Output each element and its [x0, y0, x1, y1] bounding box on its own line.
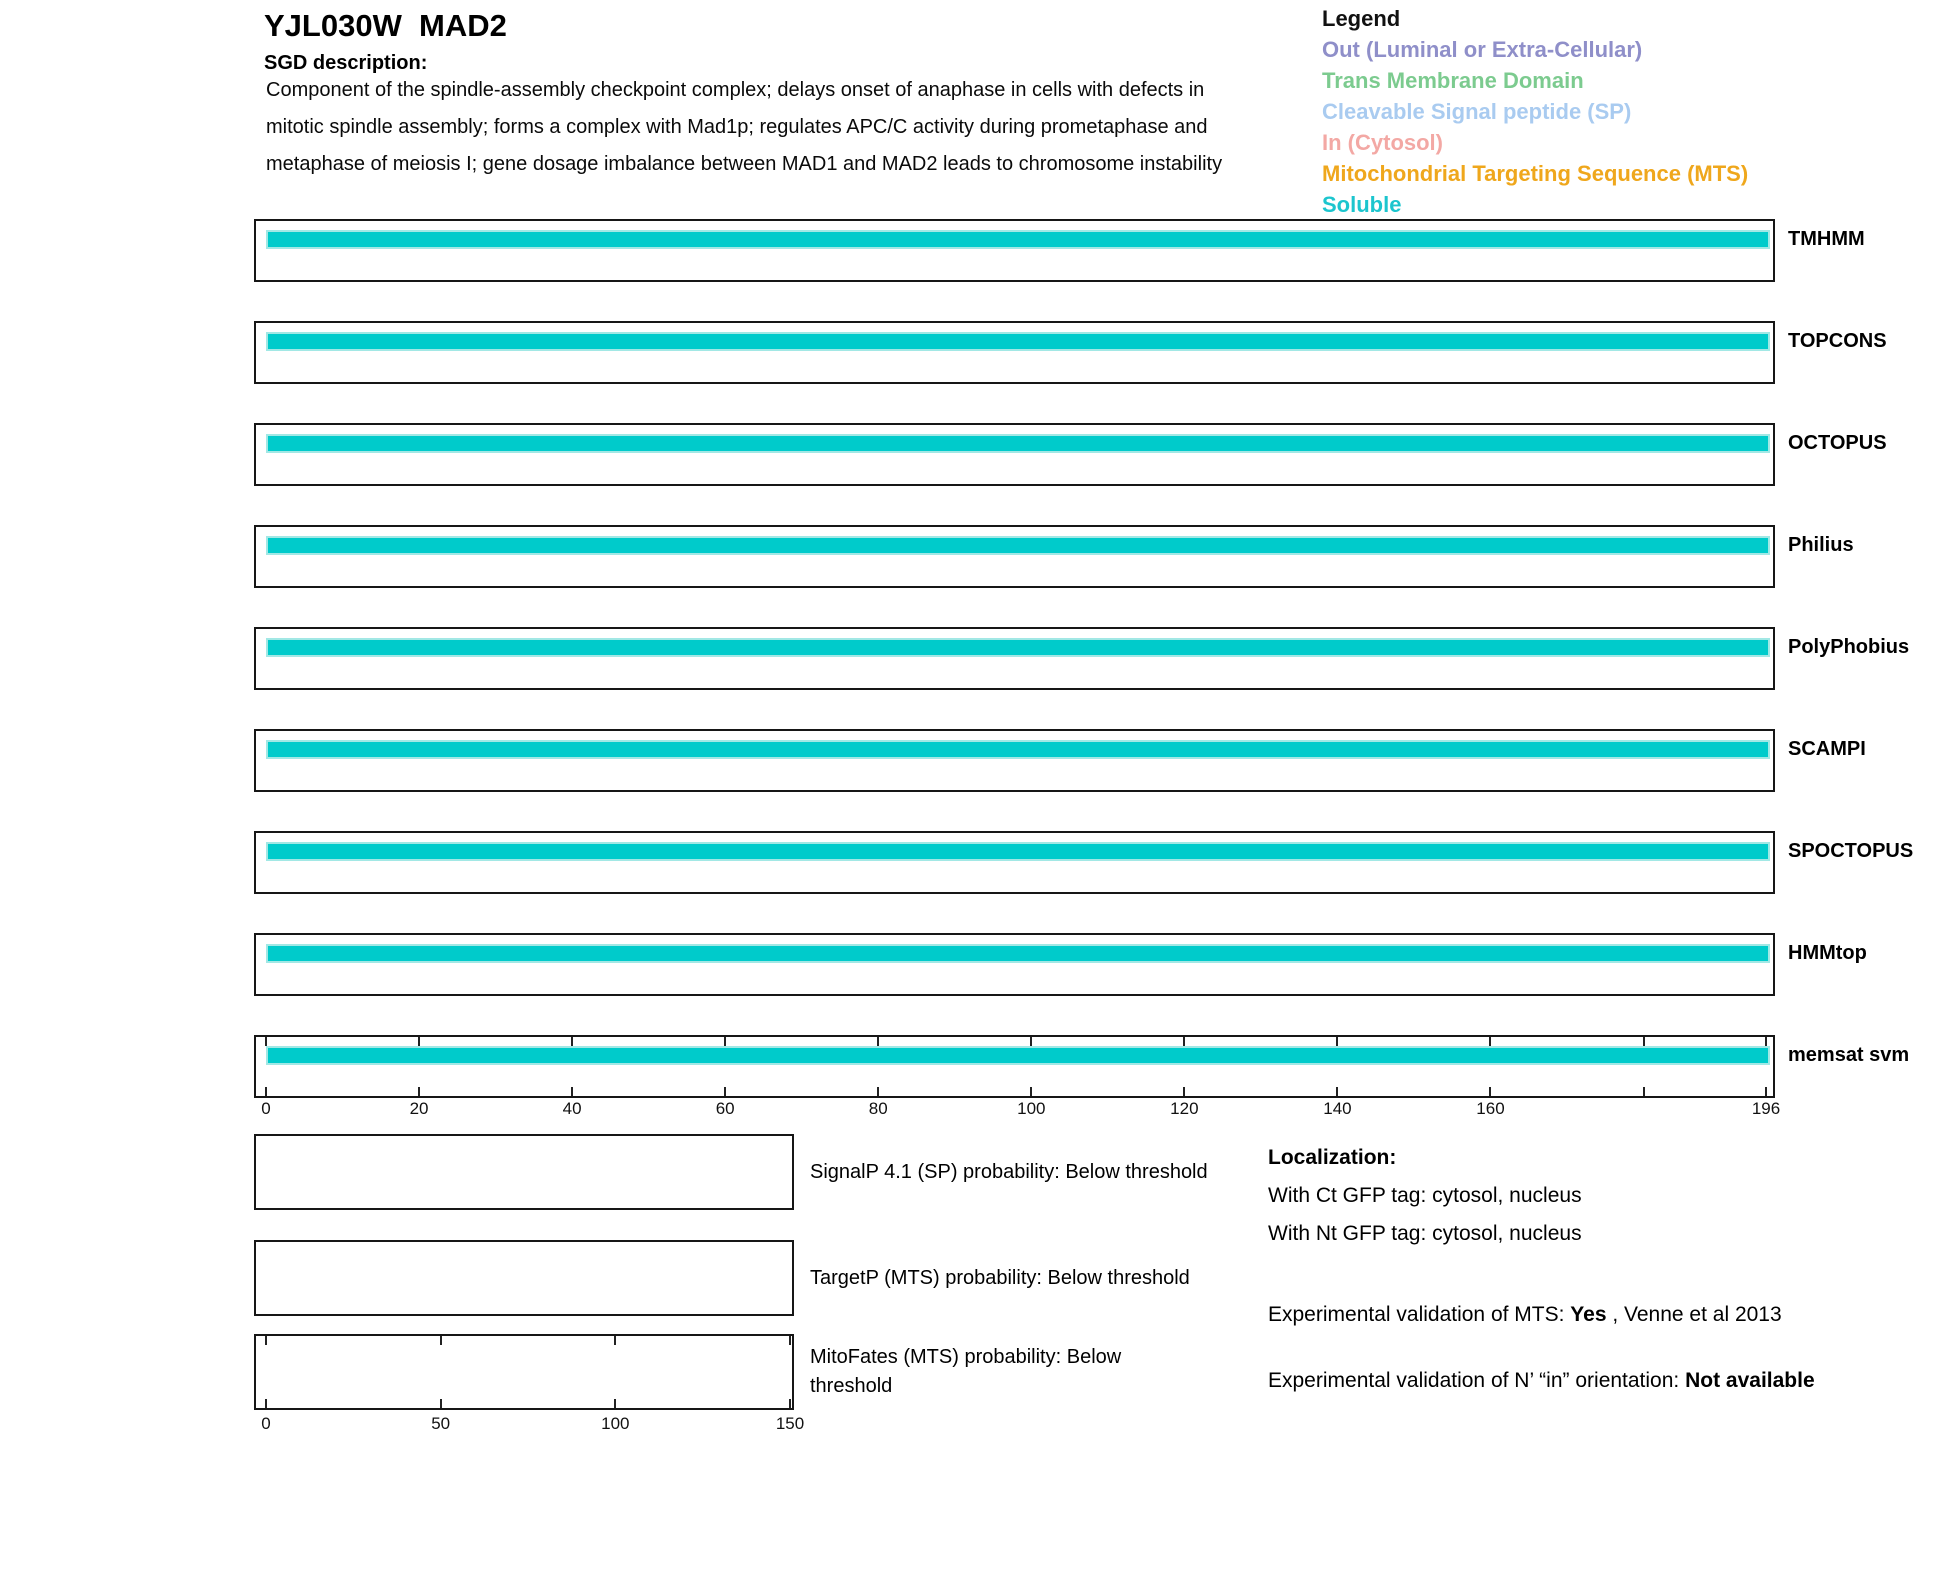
soluble-bar	[266, 434, 1770, 453]
probability-plot-box	[254, 1334, 794, 1410]
legend-title: Legend	[1322, 6, 1401, 31]
orientation-validation	[1268, 1366, 1848, 1396]
localization-ct-gfp: With Ct GFP tag: cytosol, nucleus	[1268, 1184, 1582, 1207]
prob-label	[810, 1134, 1208, 1210]
axis-tick	[1030, 1037, 1032, 1046]
legend-item: Trans Membrane Domain	[1322, 68, 1584, 93]
track-box	[254, 729, 1775, 792]
axis-tick	[265, 1399, 267, 1408]
track-label: TMHMM	[1788, 228, 1865, 250]
page-title: YJL030W MAD2	[264, 8, 507, 43]
axis-tick	[877, 1037, 879, 1046]
track-label: Philius	[1788, 534, 1854, 556]
track-label: memsat svm	[1788, 1044, 1910, 1066]
axis-tick-label: 140	[1323, 1099, 1352, 1118]
axis-tick	[418, 1037, 420, 1046]
axis-tick-label: 60	[715, 1099, 735, 1118]
track-box	[254, 423, 1775, 486]
axis-tick-label: 20	[409, 1099, 429, 1118]
axis-tick	[724, 1087, 726, 1096]
axis-tick	[1489, 1087, 1491, 1096]
track-label: SCAMPI	[1788, 738, 1866, 760]
prob-label-line: TargetP (MTS) probability: Below threshold	[810, 1266, 1190, 1289]
track-box	[254, 933, 1775, 996]
legend-item: In (Cytosol)	[1322, 130, 1443, 155]
axis-tick-label: 0	[261, 1414, 271, 1433]
track-label: TOPCONS	[1788, 330, 1887, 352]
localization-title: Localization:	[1268, 1146, 1397, 1169]
axis-tick-label: 0	[261, 1099, 271, 1118]
axis-tick	[789, 1336, 791, 1345]
soluble-bar	[266, 638, 1770, 657]
mts-validation	[1268, 1303, 1782, 1327]
sgd-description-line: metaphase of meiosis I; gene dosage imbalance between MAD1 and MAD2 leads to chromosome instability	[266, 153, 1223, 175]
axis-tick	[571, 1087, 573, 1096]
axis-tick-label: 40	[562, 1099, 582, 1118]
sgd-description-heading: SGD description:	[264, 52, 428, 74]
soluble-bar	[266, 536, 1770, 555]
track-box	[254, 321, 1775, 384]
soluble-bar	[266, 944, 1770, 963]
mts-validation-value: Yes	[1570, 1303, 1607, 1326]
axis-tick-label: 160	[1476, 1099, 1505, 1118]
probability-plot-box	[254, 1240, 794, 1316]
axis-tick	[1183, 1037, 1185, 1046]
track-box	[254, 1035, 1775, 1098]
mts-validation-suffix: , Venne et al 2013	[1606, 1303, 1782, 1326]
prob-label-line: MitoFates (MTS) probability: Below	[810, 1346, 1122, 1368]
orientation-validation-value: Not available	[1685, 1369, 1815, 1392]
axis-tick-label: 100	[1017, 1099, 1046, 1118]
track-label: OCTOPUS	[1788, 432, 1887, 454]
prob-label	[810, 1334, 1121, 1410]
track-box	[254, 627, 1775, 690]
legend-item: Mitochondrial Targeting Sequence (MTS)	[1322, 161, 1749, 186]
legend-item: Soluble	[1322, 192, 1402, 217]
axis-tick-label: 196	[1751, 1099, 1781, 1118]
axis-tick	[789, 1399, 791, 1408]
soluble-bar	[266, 740, 1770, 759]
track-label: PolyPhobius	[1788, 636, 1910, 658]
axis-tick-label: 50	[431, 1414, 451, 1433]
mts-validation-prefix: Experimental validation of MTS:	[1268, 1303, 1571, 1326]
track-box	[254, 831, 1775, 894]
axis-tick	[265, 1037, 267, 1046]
axis-tick	[877, 1087, 879, 1096]
axis-tick-label: 120	[1170, 1099, 1199, 1118]
axis-tick-label: 100	[601, 1414, 630, 1433]
axis-tick	[1336, 1087, 1338, 1096]
axis-tick	[265, 1087, 267, 1096]
axis-tick	[1765, 1087, 1767, 1096]
axis-tick	[440, 1399, 442, 1408]
axis-tick	[1489, 1037, 1491, 1046]
track-label: HMMtop	[1788, 942, 1867, 964]
axis-tick	[265, 1336, 267, 1345]
axis-tick-label: 150	[775, 1414, 805, 1433]
orientation-validation-prefix: Experimental validation of N’ “in” orientation:	[1268, 1369, 1686, 1392]
axis-tick	[1765, 1037, 1767, 1046]
axis-tick	[1183, 1087, 1185, 1096]
axis-tick	[1030, 1087, 1032, 1096]
axis-tick	[1643, 1087, 1645, 1096]
axis-tick	[614, 1399, 616, 1408]
probability-plot-box	[254, 1134, 794, 1210]
legend	[1322, 4, 1748, 220]
legend-item: Out (Luminal or Extra-Cellular)	[1322, 37, 1643, 62]
soluble-bar	[266, 230, 1770, 249]
localization-nt-gfp: With Nt GFP tag: cytosol, nucleus	[1268, 1222, 1582, 1245]
track-box	[254, 219, 1775, 282]
legend-item: Cleavable Signal peptide (SP)	[1322, 99, 1632, 124]
legend-items	[1322, 34, 1748, 220]
soluble-bar	[266, 332, 1770, 351]
axis-tick	[440, 1336, 442, 1345]
prob-label	[810, 1240, 1190, 1316]
sgd-description-line: mitotic spindle assembly; forms a complex with Mad1p; regulates APC/C activity during prometaphase and	[266, 116, 1208, 138]
prob-label-line: SignalP 4.1 (SP) probability: Below threshold	[810, 1160, 1208, 1183]
axis-tick	[724, 1037, 726, 1046]
track-label: SPOCTOPUS	[1788, 840, 1914, 862]
soluble-bar	[266, 842, 1770, 861]
axis-tick	[1643, 1037, 1645, 1046]
axis-tick	[571, 1037, 573, 1046]
axis-tick-label: 80	[868, 1099, 888, 1118]
prob-label-line: threshold	[810, 1375, 893, 1397]
axis-tick	[418, 1087, 420, 1096]
track-box	[254, 525, 1775, 588]
sgd-description-line: Component of the spindle-assembly checkpoint complex; delays onset of anaphase in cells with defects in	[266, 79, 1205, 101]
axis-tick	[1336, 1037, 1338, 1046]
soluble-bar	[266, 1046, 1770, 1065]
axis-tick	[614, 1336, 616, 1345]
